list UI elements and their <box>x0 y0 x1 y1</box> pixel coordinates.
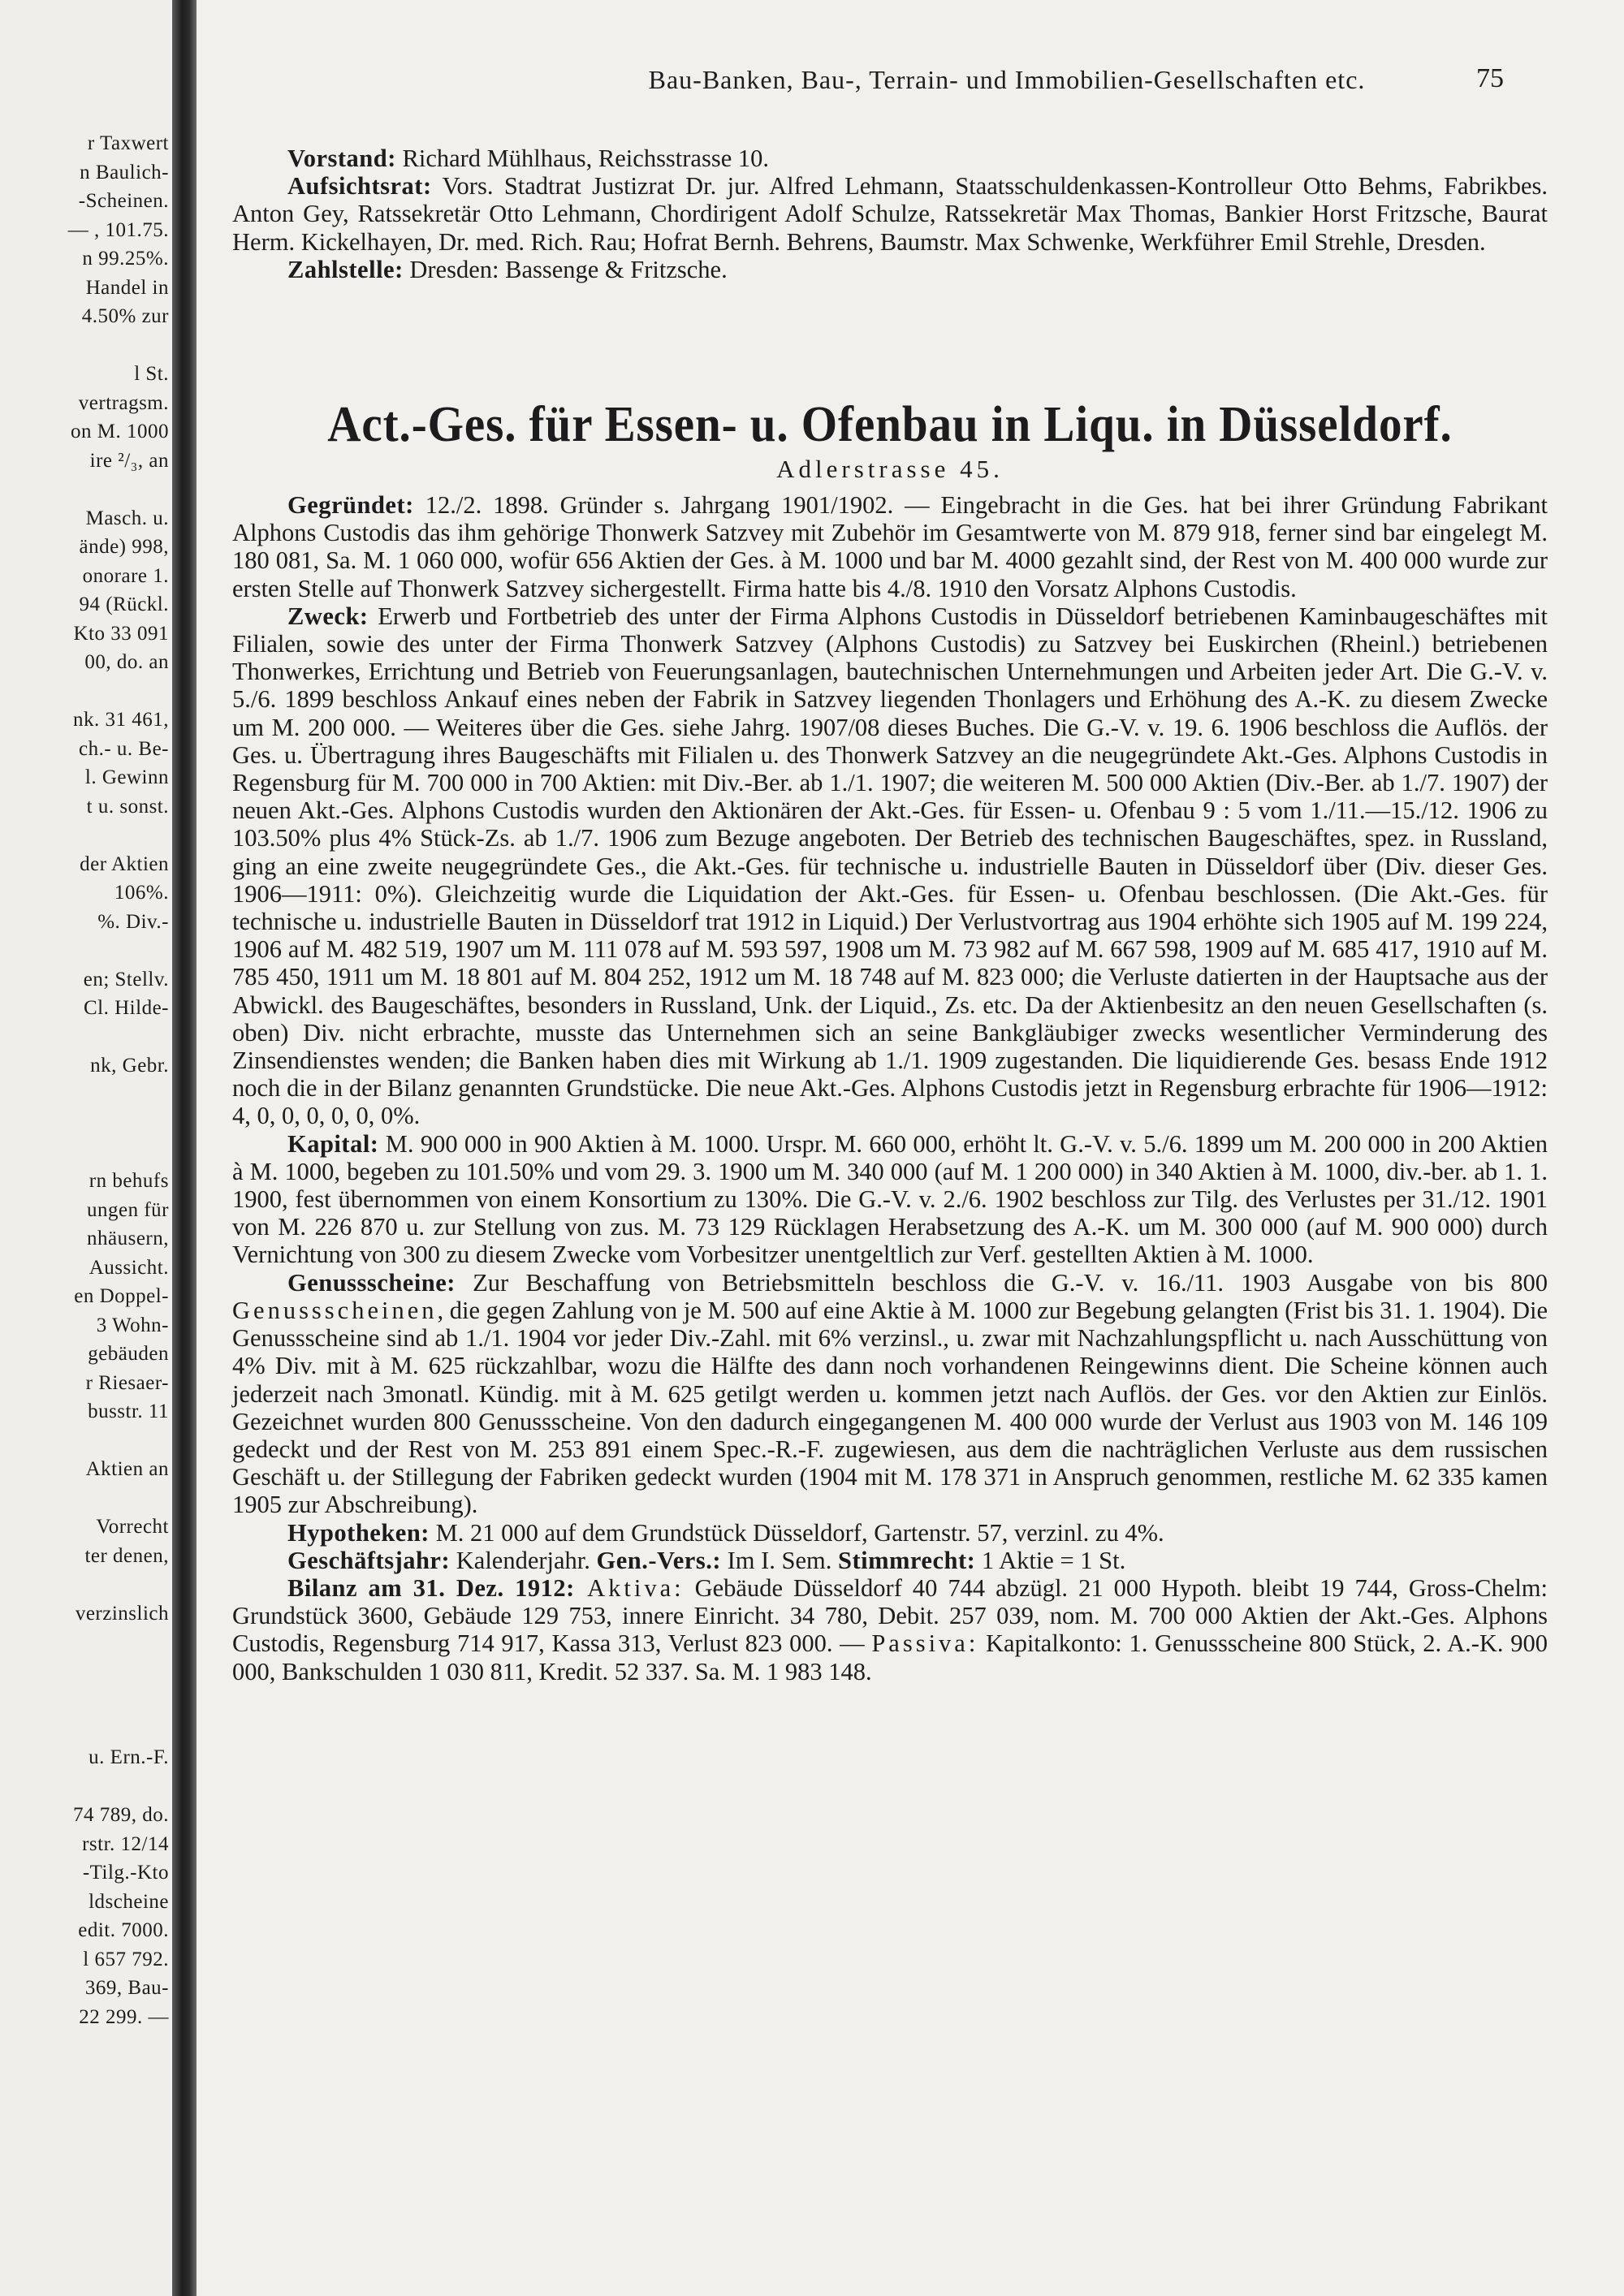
left-page-fragment: edit. 7000. <box>78 1919 169 1941</box>
left-page-fragment: l. Gewinn <box>84 766 169 788</box>
left-page-fragment: verzinslich <box>75 1602 169 1625</box>
left-page-fragment: rstr. 12/14 <box>82 1832 169 1855</box>
left-page-fragment: busstr. 11 <box>88 1400 169 1422</box>
company-entry <box>232 491 1548 1685</box>
left-page-fragment: gebäuden <box>88 1343 169 1365</box>
kapital-paragraph <box>232 1130 1548 1269</box>
hypotheken-text: M. 21 000 auf dem Grundstück Düsseldorf, Gartenstr. 57, verzinl. zu 4%. <box>429 1518 1164 1547</box>
zahlstelle-paragraph <box>232 256 1548 283</box>
left-page-fragment: onorare 1. <box>82 564 169 587</box>
left-page-fragment: en; Stellv. <box>83 968 169 990</box>
zweck-paragraph <box>232 602 1548 1130</box>
left-page-fragment: 4.50% zur <box>81 305 169 327</box>
previous-entry <box>232 145 1548 283</box>
left-page-fragment: -Scheinen. <box>78 190 169 212</box>
left-page-fragment: on M. 1000 <box>71 421 169 442</box>
kapital-text: M. 900 000 in 900 Aktien à M. 1000. Urspr. M. 660 000, erhöht lt. G.-V. v. 5./6. 1899 um M. 200 000 in 200 Aktien à M. 1000, begeben zu 101.50% und vom 29. 3. 1900 um M. 340 000 (auf M. 1 200 000) in 340 Aktien à M. 1000, div.-ber. ab 1. 1. 1900, fest übernommen von einem Konsortium zu 130%. Die G.-V. v. 2./6. 1902 beschloss zur Tilg. des Verlustes per 31./12. 1901 von M. 226 870 u. zur Stellung von zus. M. 73 129 Rücklagen Herabsetzung des A.-K. um M. 300 000 (auf M. 900 000) durch Vernichtung von 300 zu diesem Zwecke vom Vorbesitzer unentgeltlich zur Verf. gestellten Aktien à M. 1000. <box>232 1129 1548 1269</box>
left-page-fragment: t u. sonst. <box>86 795 169 818</box>
vorstand-text: Richard Mühlhaus, Reichsstrasse 10. <box>395 145 769 172</box>
left-page-fragment: Handel in <box>85 276 169 299</box>
genussscheine-spaced-word: Genussscheinen <box>232 1296 438 1324</box>
left-page-fragment: %. Div.- <box>97 910 169 933</box>
aktiva-label: Aktiva: <box>574 1573 685 1602</box>
geschaeftsjahr-paragraph <box>232 1547 1548 1574</box>
gegruendet-paragraph <box>232 491 1548 602</box>
hypotheken-label: Hypotheken: <box>287 1518 430 1547</box>
left-page-fragment: Kto 33 091 <box>73 622 169 645</box>
bilanz-paragraph <box>232 1574 1548 1685</box>
left-page-fragment: 106%. <box>114 882 169 904</box>
left-page-fragment: r Taxwert <box>87 132 169 154</box>
left-page-fragment: l St. <box>134 363 169 385</box>
left-page-fragment: 3 Wohn- <box>96 1314 169 1336</box>
page-number: 75 <box>1476 63 1504 93</box>
genussscheine-paragraph <box>232 1269 1548 1519</box>
left-page-fragment: vertragsm. <box>78 391 169 414</box>
left-page-fragment: 74 789, do. <box>73 1804 169 1826</box>
aufsichtsrat-label: Aufsichtsrat: <box>287 172 432 201</box>
left-page-fragment: u. Ern.-F. <box>89 1746 169 1768</box>
running-head: Bau-Banken, Bau-, Terrain- und Immobilien-Gesellschaften etc. <box>648 65 1366 94</box>
left-page-fragment: Vorrecht <box>96 1516 169 1538</box>
zweck-label: Zweck: <box>287 602 369 630</box>
left-page-fragment: ldscheine <box>89 1890 169 1913</box>
book-gutter <box>172 0 197 2296</box>
gegruendet-label: Gegründet: <box>287 491 414 519</box>
genussscheine-text-a: Zur Beschaffung von Betriebsmitteln beschloss die G.-V. v. 16./11. 1903 Ausgabe von bis 800 <box>455 1268 1548 1297</box>
left-page-fragment: l 657 792. <box>83 1948 169 1970</box>
company-title: Act.-Ges. für Essen- u. Ofenbau in Liqu. in Düsseldorf. <box>327 397 1453 452</box>
hypotheken-paragraph <box>232 1519 1548 1547</box>
left-page-fragment: ter denen, <box>84 1544 169 1567</box>
genussscheine-label: Genussscheine: <box>287 1268 456 1297</box>
left-page-fragment: ände) 998, <box>79 536 169 558</box>
aufsichtsrat-paragraph <box>232 172 1548 256</box>
left-page-fragment: 00, do. an <box>84 651 169 673</box>
left-page-fragment: ire ²/₃, an <box>89 449 169 472</box>
left-page-fragment: der Aktien <box>80 852 169 875</box>
geschaeftsjahr-text: Kalenderjahr. <box>450 1546 597 1574</box>
left-page-fragment: — , 101.75. <box>67 218 169 241</box>
left-page-fragment: 22 299. — <box>79 2005 169 2028</box>
left-page-fragment: 94 (Rückl. <box>79 593 169 615</box>
left-page-fragment: r Riesaer- <box>85 1371 169 1394</box>
left-page-fragment: -Tilg.-Kto <box>82 1862 169 1884</box>
geschaeftsjahr-label: Geschäftsjahr: <box>287 1546 451 1574</box>
left-page-fragment: rn behufs <box>89 1170 169 1192</box>
left-page-fragment: nk. 31 461, <box>73 709 169 731</box>
left-page-fragment: n Baulich- <box>80 161 169 183</box>
kapital-label: Kapital: <box>287 1129 379 1158</box>
bilanz-label: Bilanz am 31. Dez. 1912: <box>287 1573 575 1602</box>
genvers-label: Gen.-Vers.: <box>596 1546 721 1574</box>
left-page-fragment: nk, Gebr. <box>90 1055 169 1077</box>
left-page-fragment: nhäusern, <box>87 1228 169 1249</box>
left-page-margin <box>0 0 172 2296</box>
zahlstelle-text: Dresden: Bassenge & Fritzsche. <box>403 255 728 283</box>
left-page-fragment: ungen für <box>87 1198 169 1221</box>
left-page-fragment: Cl. Hilde- <box>84 997 169 1019</box>
vorstand-paragraph <box>232 145 1548 172</box>
gegruendet-text: 12./2. 1898. Gründer s. Jahrgang 1901/1902. — Eingebracht in die Ges. hat bei ihrer Gründung Fabrikant Alphons Custodis das ihm gehörige Thonwerk Satzvey mit Zubehör im Gesamtwerte von M. 879 918, ferner sind bar eingelegt M. 180 081, Sa. M. 1 060 000, wofür 656 Aktien der Ges. à M. 1000 und bar M. 4000 gezahlt sind, der Rest von M. 400 000 wurde zur ersten Stelle auf Thonwerk Satzvey sichergestellt. Firma hatte bis 4./8. 1910 den Vorsatz Alphons Custodis. <box>232 491 1548 602</box>
vorstand-label: Vorstand: <box>287 145 396 172</box>
left-page-fragment: Aussicht. <box>89 1256 169 1279</box>
left-page-fragment: 369, Bau- <box>84 1977 169 1999</box>
passiva-text: Kapitalkonto: 1. Genussscheine 800 Stück, 2. A.-K. 900 000, Bankschulden 1 030 811, Kredit. 52 337. Sa. M. 1 983 148. <box>232 1629 1548 1685</box>
aufsichtsrat-text: Vors. Stadtrat Justizrat Dr. jur. Alfred Lehmann, Staatsschuldenkassen-Kontrolleur Otto Behms, Fabrikbes. Anton Gey, Ratssekretär Otto Lehmann, Chordirigent Adolf Schulze, Ratssekretär Max Thomas, Bankier Horst Fritzsche, Baurat Herm. Kickelhayen, Dr. med. Rich. Rau; Hofrat Bernh. Behrens, Baumstr. Max Schwenke, Werkführer Emil Strehle, Dresden. <box>232 172 1548 256</box>
stimmrecht-text: 1 Aktie = 1 St. <box>975 1546 1126 1574</box>
left-page-fragment: n 99.25%. <box>82 248 169 270</box>
stimmrecht-label: Stimmrecht: <box>838 1546 976 1574</box>
aktiva-text: Gebäude Düsseldorf 40 744 abzügl. 21 000 Hypoth. bleibt 19 744, Gross-Chelm: Grundstück 3600, Gebäude 129 753, innere Einricht. 34 780, Debit. 257 039, nom. M. 700 000 Aktien der Akt.-Ges. Alphons Custodis, Regensburg 714 917, Kassa 313, Verlust 823 000. — <box>232 1573 1548 1658</box>
passiva-label: Passiva: <box>871 1629 979 1658</box>
zahlstelle-label: Zahlstelle: <box>287 255 404 283</box>
left-page-fragment: Masch. u. <box>85 507 169 529</box>
left-page-fragment: ch.- u. Be- <box>78 737 169 760</box>
company-address: Adlerstrasse 45. <box>776 455 1004 483</box>
left-page-fragment: Aktien an <box>85 1458 169 1480</box>
zweck-text: Erwerb und Fortbetrieb des unter der Firma Alphons Custodis in Düsseldorf betriebenen Kaminbaugeschäftes mit Filialen, sowie des unter der Firma Thonwerk Satzvey (Alphons Custodis) zu Satzvey bei Euskirchen (Rheinl.) betriebenen Thonwerkes, Errichtung und Betrieb von Feuerungsanlagen, bautechnischen Unternehmungen und Arbeiten jeder Art. Die G.-V. v. 5./6. 1899 beschloss Ankauf eines neben der Fabrik in Satzvey liegenden Thonlagers und Erhöhung des A.-K. zu diesem Zwecke um M. 200 000. — Weiteres über die Ges. siehe Jahrg. 1907/08 dieses Buches. Die G.-V. v. 19. 6. 1906 beschloss die Auflös. der Ges. u. Übertragung ihres Baugeschäfts mit Filialen u. des Thonwerk Satzvey an die neugegründete Akt.-Ges. Alphons Custodis in Regensburg für M. 700 000 in 700 Aktien: mit Div.-Ber. ab 1./1. 1907; die weiteren M. 500 000 Aktien (Div.-Ber. ab 1./7. 1907) der neuen Akt.-Ges. Alphons Custodis wurden den Aktionären der Akt.-Ges. für Essen- u. Ofenbau 9 : 5 vom 1./11.—15./12. 1906 zu 103.50% plus 4% Stück-Zs. ab 1./7. 1906 zum Bezuge angeboten. Der Betrieb des technischen Baugeschäftes, spez. in Russland, ging an eine zweite neugegründete Ges., die Akt.-Ges. für technische u. industrielle Bauten in Düsseldorf über (Div. dieser Ges. 1906—1911: 0%). Gleichzeitig wurde die Liquidation der Akt.-Ges. für Essen- u. Ofenbau beschlossen. (Die Akt.-Ges. für technische u. industrielle Bauten in Düsseldorf trat 1912 in Liquid.) Der Verlustvortrag aus 1904 erhöhte sich 1905 auf M. 199 224, 1906 auf M. 482 519, 1907 um M. 111 078 auf M. 593 597, 1908 um M. 73 982 auf M. 667 598, 1909 auf M. 685 417, 1910 auf M. 785 450, 1911 um M. 18 801 auf M. 804 252, 1912 um M. 18 748 auf M. 823 000; die Verluste datierten in der Hauptsache aus der Abwickl. des Baugeschäftes, besonders in Russland, Unk. der Liquid., Zs. etc. Da der Aktienbesitz an den neuen Gesellschaften (s. oben) Div. nicht erbrachte, musste das Unternehmen sich an seine Bankgläubiger zwecks wesentlicher Verminderung des Zinsendienstes wenden; die Banken haben dies mit Wirkung ab 1./1. 1909 zugestanden. Die liquidierende Ges. besass Ende 1912 noch die in der Bilanz genannten Grundstücke. Die neue Akt.-Ges. Alphons Custodis jetzt in Regensburg erbrachte für 1906—1912: 4, 0, 0, 0, 0, 0, 0%. <box>232 602 1548 1130</box>
genussscheine-text-b: , die gegen Zahlung von je M. 500 auf eine Aktie à M. 1000 zur Begebung gelangten (Frist bis 31. 1. 1904). Die Genussscheine sind ab 1./1. 1904 vor jeder Div.-Zahl. mit 6% verzinsl., u. zwar mit Nachzahlungspflicht u. nach Ausschüttung von 4% Div. mit à M. 625 rückzahlbar, wozu die Hälfte des dann noch vorhandenen Reingewinns dient. Die Scheine können auch jederzeit nach 3monatl. Kündig. mit à M. 625 getilgt werden u. kommen jetzt nach Auflös. der Ges. vor den Aktien zur Einlös. Gezeichnet wurden 800 Genussscheine. Von den dadurch eingegangenen M. 400 000 wurde der Verlust aus 1903 von M. 146 109 gedeckt und der Rest von M. 253 891 einem Spec.-R.-F. zugewiesen, aus dem die nachträglichen Verluste aus dem russischen Geschäft u. der Stillegung der Fabriken gedeckt wurden (1904 mit M. 178 371 in Anspruch genommen, restliche M. 62 335 kamen 1905 zur Abschreibung). <box>232 1296 1548 1519</box>
genvers-text: Im I. Sem. <box>721 1546 839 1574</box>
page <box>197 0 1624 2296</box>
left-page-fragment: en Doppel- <box>74 1285 169 1307</box>
